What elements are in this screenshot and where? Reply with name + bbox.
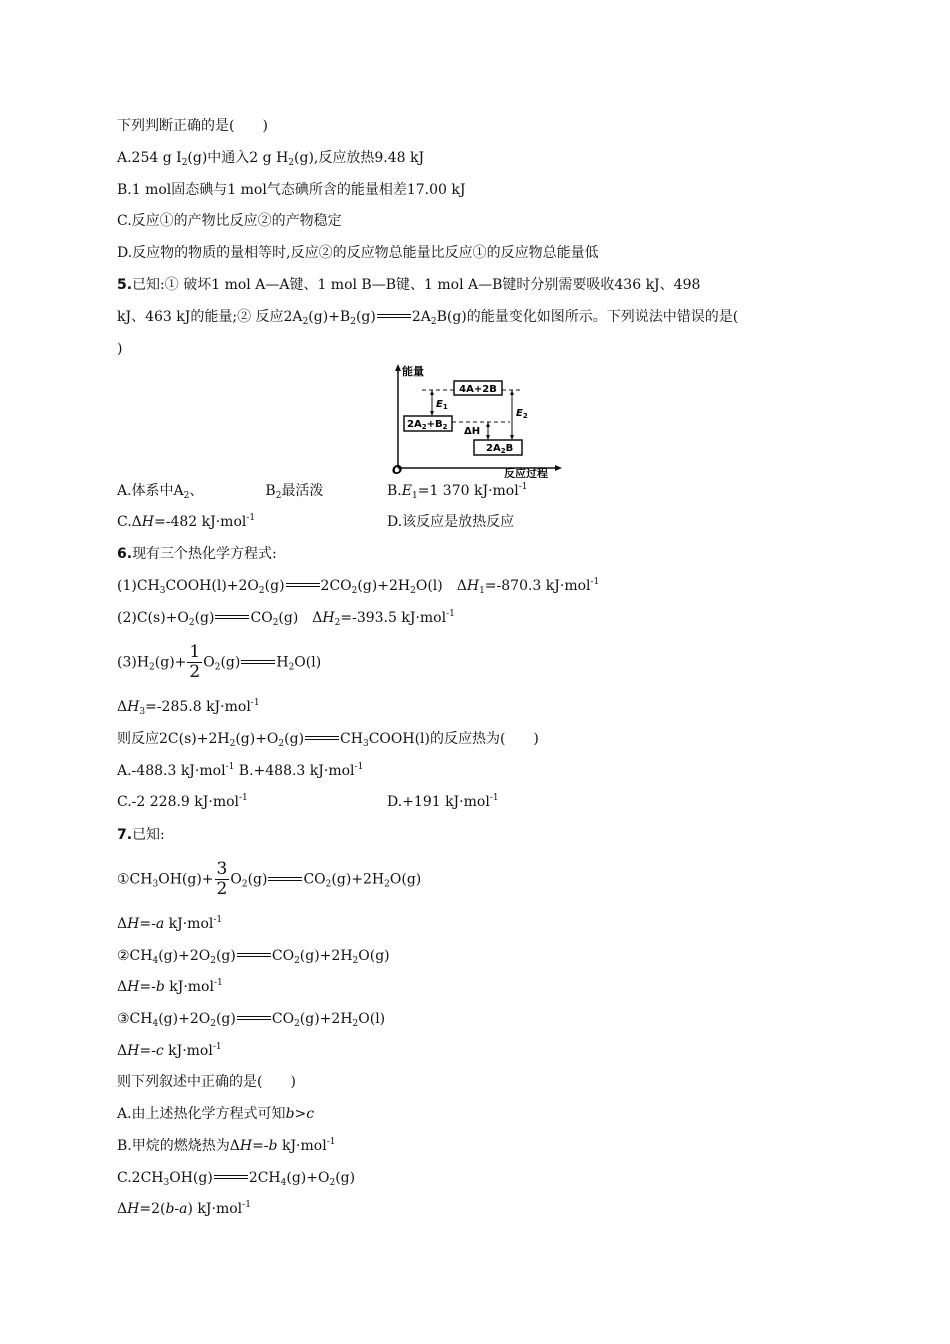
equals-sign-icon [237,951,271,961]
delta-h-label: ΔH [464,426,481,437]
fraction: $\frac{3}{2}$ [216,859,228,899]
q7-stem: 7.已知: [117,827,165,843]
q7-equation-1: $①CH_3OH(g)+$ $\frac{3}{2}$ $O_2(g)$ $CO_2(g)+2H_2O(g)$ [117,859,422,899]
q6-options-ab[interactable]: A.-488.3 kJ·mol$^{-1}$ B.+488.3 kJ·mol$^{-1}$ [117,762,364,779]
q5-option-a[interactable]: A.体系中$A_2$、 $B_2$最活泼 [117,483,324,501]
q5-line2: kJ、463 kJ的能量;② 反应$2A_2(g)+B_2(g)$ $2A_2B(g)$的能量变化如图所示。下列说法中错误的是( [117,309,739,327]
equals-sign-icon [268,875,302,885]
q4-stem: 下列判断正确的是( ) [117,118,268,134]
equals-sign-icon [377,312,411,322]
q6-question: 则反应$2C(s)+2H_2(g)+O_2(g)$ $CH_3COOH(l)$的反应热为( ) [117,731,539,749]
q5-line3: ) [117,341,123,357]
fraction: $\frac{1}{2}$ [189,642,201,682]
q6-equation-2: $(2)C(s)+O_2(g)$ $CO_2(g)$ $\Delta H_2=-393.5$ kJ·mol$^{-1}$ [117,609,455,628]
q6-equation-1: $(1)CH_3COOH(l)+2O_2(g)$ $2CO_2(g)+2H_2O(l)$ $\Delta H_1=-870.3$ kJ·mol$^{-1}$ [117,577,600,596]
q7-option-c-dh: ΔH=2(b-a) kJ·mol$^{-1}$ [117,1200,251,1217]
q6-option-d[interactable]: D.+191 kJ·mol$^{-1}$ [387,793,499,810]
e2-label: $E_2$ [516,408,528,420]
e1-label: $E_1$ [436,399,448,411]
equals-sign-icon [305,734,339,744]
question-number: 6. [117,546,133,562]
q6-stem: 6.现有三个热化学方程式: [117,546,277,562]
x-axis-label: 反应过程 [504,467,548,478]
q7-dh-1: ΔH=-a kJ·mol$^{-1}$ [117,915,223,932]
question-number: 5. [117,277,133,293]
equals-sign-icon [237,1014,271,1024]
question-number: 7. [117,827,133,843]
left-box-label: $2A_2+B_2$ [407,419,448,431]
q7-equation-3: $③CH_4(g)+2O_2(g)$ $CO_2(g)+2H_2O(l)$ [117,1011,386,1029]
equals-sign-icon [286,581,320,591]
equals-sign-icon [214,1173,248,1183]
q5-option-c[interactable]: C.ΔH=-482 kJ·mol$^{-1}$ [117,513,256,530]
q4-option-a[interactable]: A.254 g $I_2(g)$中通入2 g $H_2(g)$,反应放热9.48 kJ [117,150,425,168]
q7-option-a[interactable]: A.由上述热化学方程式可知b>c [117,1106,315,1122]
q7-equation-2: $②CH_4(g)+2O_2(g)$ $CO_2(g)+2H_2O(g)$ [117,948,390,966]
q5-option-b[interactable]: $B.E_1=1$ 370 kJ·mol$^{-1}$ [387,482,528,501]
q6-equation-3: $(3)H_2(g)+$ $\frac{1}{2}$ $O_2(g)$ $H_2O(l)$ [117,642,322,682]
bottom-box-label: $2A_2B$ [486,443,514,455]
equals-sign-icon [241,658,275,668]
q7-question: 则下列叙述中正确的是( ) [117,1074,296,1090]
q4-option-d[interactable]: D.反应物的物质的量相等时,反应②的反应物总能量比反应①的反应物总能量低 [117,245,599,261]
q7-option-c[interactable]: $C.2CH_3OH(g)$ $2CH_4(g)+O_2(g)$ [117,1170,356,1188]
q6-equation-3-dh: $\Delta H_3=-285.8$ kJ·mol$^{-1}$ [117,698,260,717]
q7-dh-2: ΔH=-b kJ·mol$^{-1}$ [117,978,223,995]
energy-diagram [392,364,562,478]
q6-option-a: A.-488.3 kJ·mol [117,763,226,779]
q4-option-b[interactable]: B.1 mol固态碘与1 mol气态碘所含的能量相差17.00 kJ [117,182,466,198]
q6-option-c[interactable]: C.-2 228.9 kJ·mol$^{-1}$ [117,793,248,810]
q5-line1: 5.已知:① 破坏1 mol A—A键、1 mol B—B键、1 mol A—B键时分别需要吸收436 kJ、498 [117,277,701,293]
q7-dh-3: ΔH=-c kJ·mol$^{-1}$ [117,1042,222,1059]
q4-option-c[interactable]: C.反应①的产物比反应②的产物稳定 [117,213,342,229]
q6-option-b: B.+488.3 kJ·mol [234,763,355,779]
origin-label: O [392,463,403,477]
y-axis-label: 能量 [402,365,424,378]
q5-option-d[interactable]: D.该反应是放热反应 [387,514,515,530]
q7-option-b[interactable]: B.甲烷的燃烧热为ΔH=-b kJ·mol$^{-1}$ [117,1137,336,1154]
top-box-label: 4A+2B [459,384,497,395]
equals-sign-icon [215,613,249,623]
